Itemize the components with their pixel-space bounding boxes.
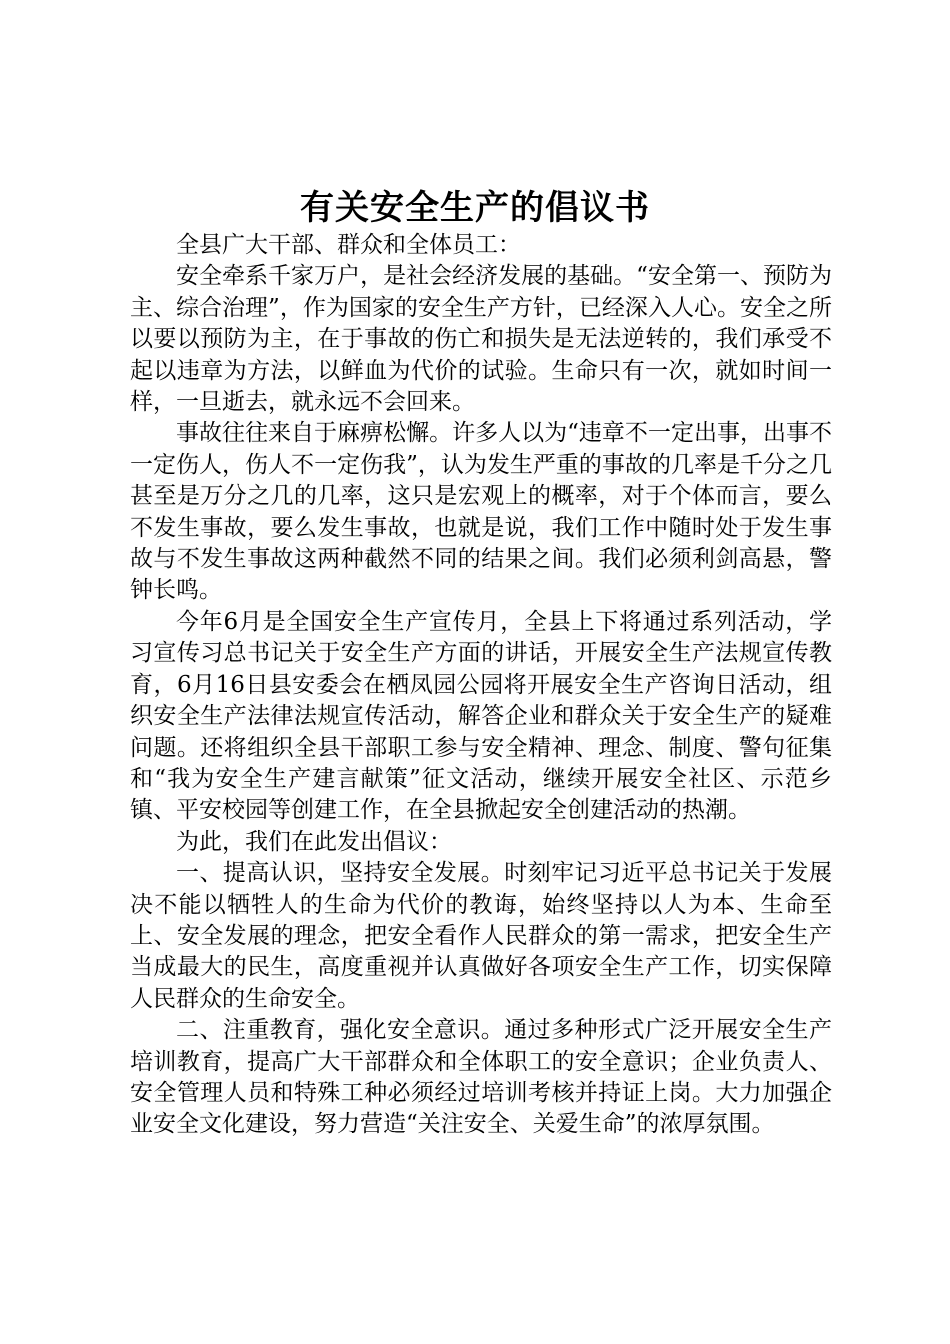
body-paragraph: 二、注重教育，强化安全意识。通过多种形式广泛开展安全生产培训教育，提高广大干部群众和全体职工的安全意识；企业负责人、安全管理人员和特殊工种必须经过培训考核并持证上岗。大力加强企业安全文化建设，努力营造“关注安全、关爱生命”的浓厚氛围。 bbox=[130, 1017, 832, 1138]
body-paragraph: 事故往往来自于麻痹松懈。许多人以为“违章不一定出事，出事不一定伤人，伤人不一定伤我”，认为发生严重的事故的几率是千分之几甚至是万分之几的几率，这只是宏观上的概率，对于个体而言，要么不发生事故，要么发生事故，也就是说，我们工作中随时处于发生事故与不发生事故这两种截然不同的结果之间。我们必须利剑高悬，警钟长鸣。 bbox=[130, 420, 832, 604]
document-title: 有关安全生产的倡议书 bbox=[300, 188, 650, 228]
body-paragraph: 安全牵系千家万户，是社会经济发展的基础。“安全第一、预防为主、综合治理”，作为国家的安全生产方针，已经深入人心。安全之所以要以预防为主，在于事故的伤亡和损失是无法逆转的，我们承受不起以违章为方法，以鲜血为代价的试验。生命只有一次，就如时间一样，一旦逝去，就永远不会回来。 bbox=[130, 263, 832, 416]
salutation-paragraph: 全县广大干部、群众和全体员工： bbox=[176, 232, 521, 258]
body-paragraph: 为此，我们在此发出倡议： bbox=[176, 828, 452, 855]
document-body bbox=[130, 230, 832, 1141]
body-paragraph: 今年6月是全国安全生产宣传月，全县上下将通过系列活动，学习宣传习总书记关于安全生产方面的讲话，开展安全生产法规宣传教育，6月16日县安委会在栖凤园公园将开展安全生产咨询日活动，组织安全生产法律法规宣传活动，解答企业和群众关于安全生产的疑难问题。还将组织全县干部职工参与安全精神、理念、制度、警句征集和“我为安全生产建言献策”征文活动，继续开展安全社区、示范乡镇、平安校园等创建工作，在全县掀起安全创建活动的热潮。 bbox=[130, 608, 832, 824]
body-paragraph: 一、提高认识，坚持安全发展。时刻牢记习近平总书记关于发展决不能以牺牲人的生命为代价的教诲，始终坚持以人为本、生命至上、安全发展的理念，把安全看作人民群众的第一需求，把安全生产当成最大的民生，高度重视并认真做好各项安全生产工作，切实保障人民群众的生命安全。 bbox=[130, 860, 832, 1012]
